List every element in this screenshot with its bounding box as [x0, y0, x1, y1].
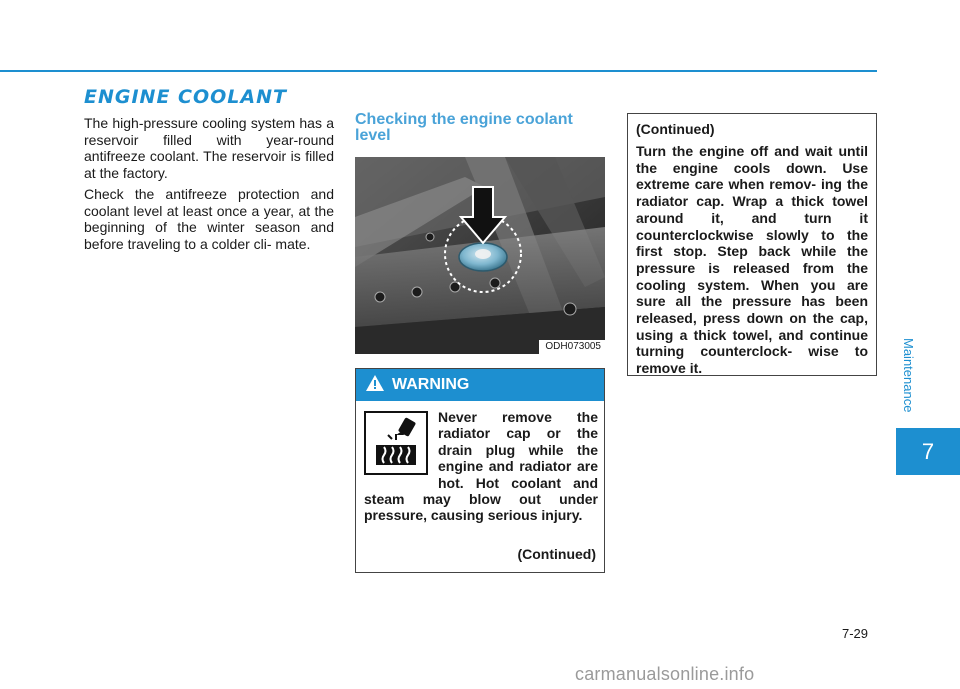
chapter-side-label: Maintenance [901, 338, 916, 413]
coolant-check-heading: Checking the engine coolant level [355, 111, 573, 144]
watermark: carmanualsonline.info [575, 664, 755, 684]
warning-header [356, 369, 604, 401]
intro-column [84, 115, 334, 257]
intro-paragraph-1: The high-pressure cooling system has a reservoir filled with year-round antifreeze coolant. The reservoir is filled at the factory. [84, 115, 334, 181]
continued-box [627, 113, 877, 376]
continued-label: (Continued) [636, 121, 715, 137]
top-rule [0, 70, 877, 72]
image-code: ODH073005 [539, 340, 605, 354]
continued-text: Turn the engine off and wait until the engine cools down. Use extreme care when remov- ing the radiator cap. Wrap a thick towel around it, and turn it counterclockwise slowly to the first stop. Step back while the pressure is released from the cooling system. When you are sure all the pressure has been released, press down on the cap, using a thick towel, and continue turning counterclock- wise to remove it. [636, 143, 868, 377]
chapter-tab: 7 [896, 428, 960, 475]
warning-triangle-icon [366, 375, 384, 396]
warning-text-block [364, 409, 598, 524]
intro-paragraph-2: Check the antifreeze protection and coolant level at least once a year, at the beginning of the winter season and before traveling to a colder cli- mate. [84, 186, 334, 252]
page-number: 7-29 [842, 626, 869, 641]
warning-continued: (Continued) [517, 546, 596, 562]
warning-text: Never remove the radiator cap or the drain plug while the engine and radiator are hot. Hot coolant and steam may blow out under pressure, causing serious injury. [364, 409, 598, 524]
warning-box [355, 368, 605, 573]
warning-label: WARNING [392, 376, 470, 393]
coolant-cap-photo [355, 157, 605, 354]
section-title: ENGINE COOLANT [84, 86, 287, 108]
